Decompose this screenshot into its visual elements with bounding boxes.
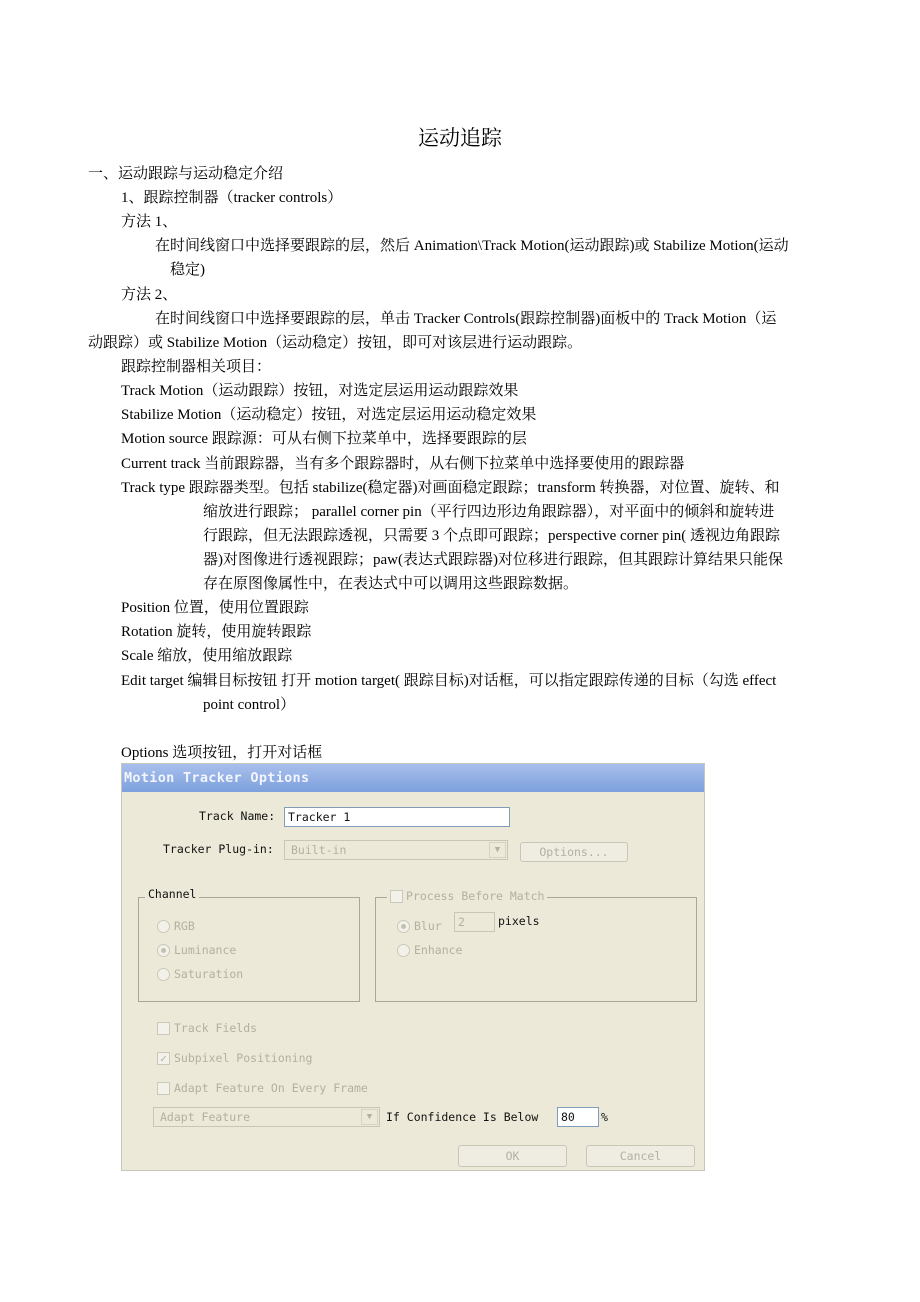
list-item: Rotation 旋转，使用旋转跟踪 <box>121 624 312 640</box>
adapt-every-frame-checkbox[interactable] <box>157 1082 170 1095</box>
blur-radio[interactable] <box>397 920 410 933</box>
adapt-every-frame-label: Adapt Feature On Every Frame <box>174 1081 368 1095</box>
section-heading: 一、运动跟踪与运动稳定介绍 <box>88 166 284 182</box>
track-fields-label: Track Fields <box>174 1021 258 1035</box>
adapt-feature-select[interactable] <box>153 1107 380 1127</box>
method2-label: 方法 2、 <box>121 287 178 303</box>
method1-label: 方法 1、 <box>121 214 178 230</box>
rgb-label: RGB <box>174 919 195 933</box>
subpixel-checkbox[interactable]: ✓ <box>157 1052 170 1065</box>
saturation-label: Saturation <box>174 967 244 981</box>
adapt-feature-select-value: Adapt Feature <box>160 1110 251 1124</box>
percent-label: % <box>601 1110 608 1124</box>
process-before-match-label: Process Before Match <box>406 889 545 903</box>
subsection-heading: 1、跟踪控制器（tracker controls） <box>121 190 343 206</box>
options-line: Options 选项按钮，打开对话框 <box>121 745 323 761</box>
list-item: Motion source 跟踪源：可从右侧下拉菜单中，选择要跟踪的层 <box>121 431 527 447</box>
edit-target-line2: point control） <box>203 697 296 713</box>
track-type-line5: 存在原图像属性中，在表达式中可以调用这些跟踪数据。 <box>203 576 579 592</box>
blur-label: Blur <box>414 919 442 933</box>
method1-text-line1: 在时间线窗口中选择要跟踪的层，然后 Animation\Track Motion(运动跟踪)或 Stabilize Motion(运动 <box>155 238 789 254</box>
list-item: Stabilize Motion（运动稳定）按钮，对选定层运用运动稳定效果 <box>121 407 537 423</box>
subpixel-label: Subpixel Positioning <box>174 1051 313 1065</box>
list-item: Scale 缩放，使用缩放跟踪 <box>121 648 293 664</box>
ok-button[interactable]: OK <box>458 1145 567 1167</box>
enhance-radio[interactable] <box>397 944 410 957</box>
luminance-label: Luminance <box>174 943 237 957</box>
track-type-line2: 缩放进行跟踪； parallel corner pin（平行四边形边角跟踪器），对平面中的倾斜和旋转进 <box>203 504 775 520</box>
enhance-label: Enhance <box>414 943 463 957</box>
chevron-down-icon: ▼ <box>361 1109 378 1125</box>
luminance-radio[interactable] <box>157 944 170 957</box>
rgb-radio[interactable] <box>157 920 170 933</box>
channel-group <box>138 897 360 1002</box>
cancel-button[interactable]: Cancel <box>586 1145 695 1167</box>
dialog-title-bar: Motion Tracker Options <box>122 764 704 792</box>
track-name-input[interactable]: Tracker 1 <box>284 807 510 827</box>
chevron-down-icon: ▼ <box>489 842 506 858</box>
saturation-radio[interactable] <box>157 968 170 981</box>
method2-text-line2: 动跟踪）或 Stabilize Motion（运动稳定）按钮，即可对该层进行运动跟踪。 <box>88 335 583 351</box>
plugin-select[interactable] <box>284 840 508 860</box>
blur-amount-input[interactable]: 2 <box>454 912 495 932</box>
edit-target-line1: Edit target 编辑目标按钮 打开 motion target( 跟踪目标)对话框，可以指定跟踪传递的目标（勾选 effect <box>121 673 777 689</box>
list-item: Current track 当前跟踪器，当有多个跟踪器时，从右侧下拉菜单中选择要使用的跟踪器 <box>121 456 685 472</box>
plugin-label: Tracker Plug-in: <box>163 842 274 856</box>
track-type-line3: 行跟踪，但无法跟踪透视，只需要 3 个点即可跟踪；perspective corner pin( 透视边角跟踪 <box>203 528 781 544</box>
track-fields-checkbox[interactable] <box>157 1022 170 1035</box>
confidence-label: If Confidence Is Below <box>386 1110 539 1124</box>
channel-group-label: Channel <box>145 887 199 901</box>
page-title: 运动追踪 <box>418 126 502 150</box>
process-group-header <box>387 889 547 903</box>
plugin-select-value: Built-in <box>291 843 347 857</box>
confidence-input[interactable]: 80 <box>557 1107 599 1127</box>
track-name-label: Track Name: <box>199 809 276 823</box>
method2-text-line1: 在时间线窗口中选择要跟踪的层，单击 Tracker Controls(跟踪控制器)面板中的 Track Motion（运 <box>155 311 777 327</box>
pixels-label: pixels <box>498 914 540 928</box>
list-item: Track Motion（运动跟踪）按钮，对选定层运用运动跟踪效果 <box>121 383 519 399</box>
list-item: Position 位置，使用位置跟踪 <box>121 600 309 616</box>
track-type-line4: 器)对图像进行透视跟踪；paw(表达式跟踪器)对位移进行跟踪，但其跟踪计算结果只能保 <box>203 552 783 568</box>
related-items-heading: 跟踪控制器相关项目： <box>121 359 272 375</box>
method1-text-line2: 稳定) <box>170 262 205 278</box>
track-type-line1: Track type 跟踪器类型。包括 stabilize(稳定器)对画面稳定跟踪；transform 转换器，对位置、旋转、和 <box>121 480 780 496</box>
options-button[interactable]: Options... <box>520 842 628 862</box>
motion-tracker-options-dialog <box>121 763 705 1171</box>
process-before-match-checkbox[interactable] <box>390 890 403 903</box>
